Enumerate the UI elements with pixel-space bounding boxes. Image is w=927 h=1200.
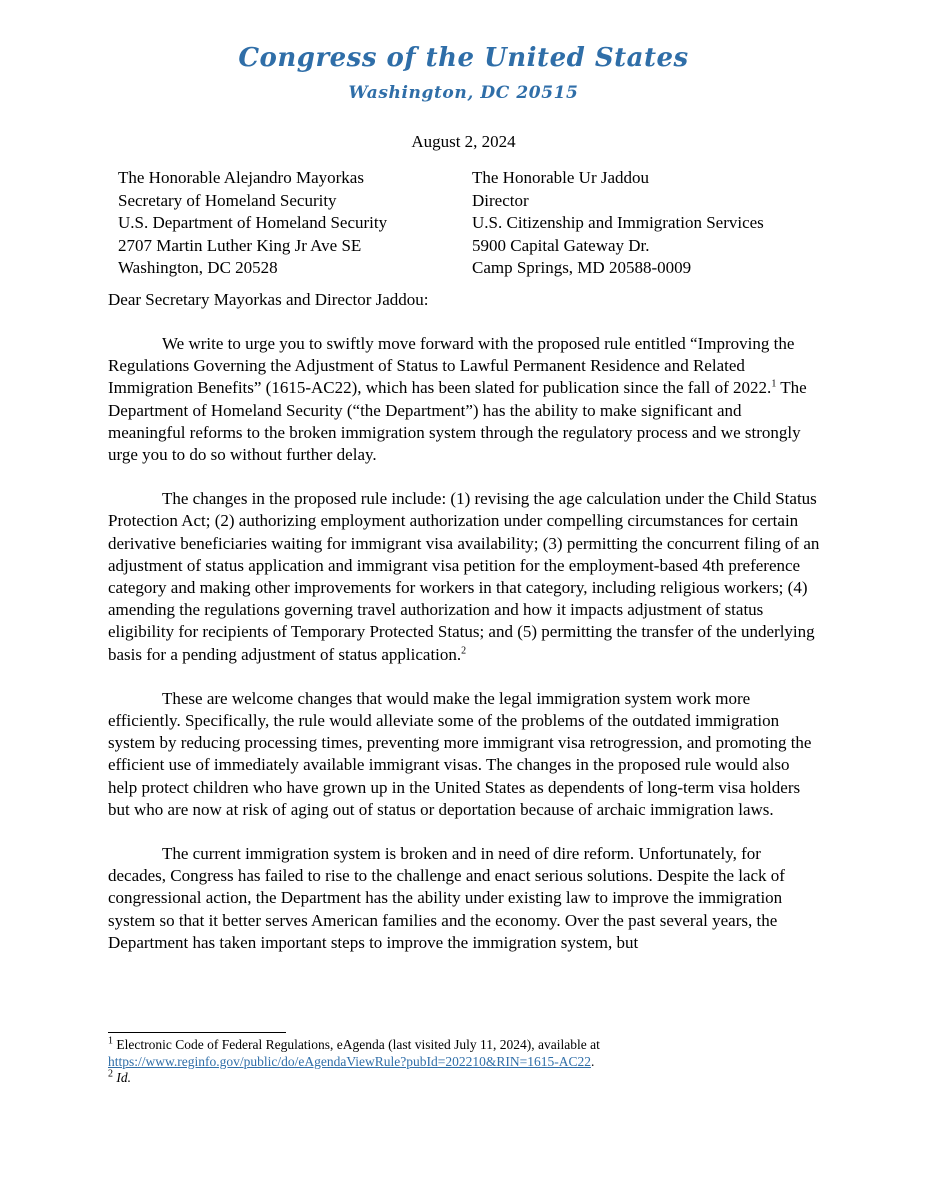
paragraph-1-text: We write to urge you to swiftly move forward with the proposed rule entitled “Improving the Regulations Governing the Adjustment of Status to Lawful Permanent Residence and Related Immigration Benefits” (1615-AC22), which has been slated for publication since the fall of 2022.	[108, 334, 795, 398]
paragraph-4: The current immigration system is broken and in need of dire reform. Unfortunately, for decades, Congress has failed to rise to the challenge and enact serious solutions. Despite the lack of congressional action, the Department has the ability under existing law to improve the immigration system so that it better serves American families and the economy. Over the past several years, the Department has taken important steps to improve the immigration system, but	[108, 844, 785, 952]
paragraph-1-text-cont: The Department of Homeland Security (“the Department”) has the ability to make significant and meaningful reforms to the broken immigration system through the regulatory process and we strongly urge you to do so without further delay.	[108, 378, 807, 465]
recipient-left-address	[118, 167, 387, 280]
letterhead-title: Congress of the United States	[238, 43, 689, 73]
footnote-1-end: .	[590, 1053, 595, 1069]
recipient-right-line: Camp Springs, MD 20588-0009	[472, 258, 692, 277]
letter-body	[108, 333, 820, 976]
recipient-left-line: 2707 Martin Luther King Jr Ave SE	[118, 235, 362, 255]
paragraph-2	[108, 488, 820, 666]
letter-date: August 2, 2024	[411, 132, 516, 151]
paragraph-3: These are welcome changes that would make the legal immigration system work more efficiently. Specifically, the rule would alleviate some of the problems of the outdated immigration system by reducing processing times, preventing more immigrant visa retrogression, and promoting the efficient use of immediately available immigrant visas. The changes in the proposed rule would also help protect children who have grown up in the United States as dependents of long-term visa holders but who are now at risk of aging out of status or deportation because of archaic immigration laws.	[108, 688, 812, 819]
recipient-right-line: Director	[472, 190, 529, 210]
recipient-left-line: Washington, DC 20528	[118, 258, 278, 277]
recipient-left-line: The Honorable Alejandro Mayorkas	[118, 168, 364, 187]
footnote-ref-1: 1	[771, 378, 777, 390]
footnote-2	[108, 1070, 820, 1087]
footnotes	[108, 1037, 820, 1087]
footnote-ref-2: 2	[461, 644, 467, 656]
paragraph-2-text: The changes in the proposed rule include: (1) revising the age calculation under the Child Status Protection Act; (2) authorizing employment authorization under compelling circumstances for certain derivative beneficiaries waiting for immigrant visa availability; (3) permitting the concurrent filing of an adjustment of status application and immigrant visa petition for the employment-based 4th preference category and making other improvements for workers in that category, including religious workers; (4) amending the regulations governing travel authorization and how it impacts adjustment of status eligibility for recipients of Temporary Protected Status; and (5) permitting the transfer of the underlying basis for a pending adjustment of status application.	[108, 489, 820, 664]
footnote-1	[108, 1037, 820, 1070]
paragraph-1	[108, 333, 820, 466]
salutation: Dear Secretary Mayorkas and Director Jaddou:	[108, 290, 429, 309]
footnote-1-number: 1	[108, 1035, 113, 1047]
recipient-right-address	[472, 167, 764, 280]
recipient-right-line: The Honorable Ur Jaddou	[472, 168, 650, 187]
footnote-1-link[interactable]: https://www.reginfo.gov/public/do/eAgendaViewRule?pubId=202210&RIN=1615-AC22	[108, 1053, 591, 1069]
letterhead	[0, 38, 927, 108]
recipient-right-line: U.S. Citizenship and Immigration Services	[472, 213, 764, 232]
footnote-2-text: Id.	[116, 1070, 131, 1085]
footnote-divider	[108, 1032, 286, 1033]
footnote-2-number: 2	[108, 1068, 113, 1080]
recipient-left-line: Secretary of Homeland Security	[118, 190, 337, 210]
letterhead-subtitle: Washington, DC 20515	[348, 83, 579, 103]
recipient-right-line: 5900 Capital Gateway Dr.	[472, 235, 650, 255]
recipient-left-line: U.S. Department of Homeland Security	[118, 213, 388, 232]
footnote-1-text: Electronic Code of Federal Regulations, eAgenda (last visited July 11, 2024), available at	[113, 1037, 600, 1052]
